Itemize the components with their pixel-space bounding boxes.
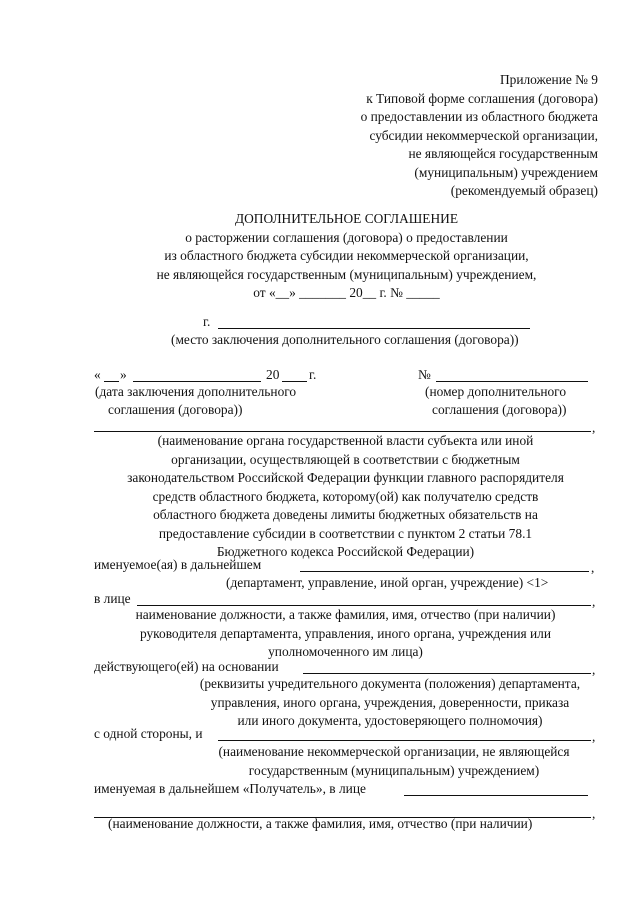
- number-field[interactable]: [436, 381, 588, 382]
- caption-line: Бюджетного кодекса Российской Федерации): [216, 544, 475, 559]
- title-line: не являющейся государственным (муниципальным) учреждением,: [156, 266, 537, 282]
- date-close-quote: »: [120, 367, 127, 382]
- annex-line: о предоставлении из областного бюджета: [360, 109, 598, 124]
- caption-line: наименование должности, а также фамилия, имя, отчество (при наличии): [135, 607, 556, 622]
- one-side-label: с одной стороны, и: [94, 726, 203, 741]
- comma: ,: [592, 662, 596, 677]
- date-open-quote: «: [94, 367, 101, 382]
- recipient-label: именуемая в дальнейшем «Получатель», в лице: [94, 781, 366, 796]
- place-field[interactable]: [218, 328, 530, 329]
- comma: ,: [592, 806, 596, 821]
- number-prefix: №: [418, 367, 431, 382]
- basis-label: действующего(ей) на основании: [94, 659, 279, 674]
- annex-line: (рекомендуемый образец): [450, 183, 598, 198]
- comma: ,: [592, 594, 596, 609]
- annex-line: субсидии некоммерческой организации,: [369, 127, 598, 143]
- caption-line: уполномоченного им лица): [268, 644, 423, 659]
- annex-line: (муниципальным) учреждением: [414, 164, 598, 180]
- annex-header: [361, 71, 598, 201]
- caption-line: средств областного бюджета, которому(ой) как получателю средств: [152, 488, 539, 504]
- annex-line: не являющейся государственным: [408, 146, 598, 161]
- comma: ,: [591, 560, 595, 575]
- caption-line: (наименование некоммерческой организации, не являющейся: [218, 744, 570, 759]
- hereinafter-caption: (департамент, управление, иной орган, учреждение) <1>: [226, 575, 549, 590]
- annex-line: к Типовой форме соглашения (договора): [366, 90, 598, 106]
- date-day-field[interactable]: [104, 381, 119, 382]
- date-year-field[interactable]: [282, 381, 307, 382]
- title-line: из областного бюджета субсидии некоммерческой организации,: [164, 248, 529, 263]
- nko-name-field[interactable]: [218, 740, 591, 741]
- place-caption: (место заключения дополнительного соглашения (договора)): [171, 332, 519, 347]
- date-caption: (дата заключения дополнительного: [95, 384, 297, 399]
- basis-field[interactable]: [303, 673, 591, 674]
- date-year-suffix: г.: [309, 367, 317, 382]
- number-caption: (номер дополнительного: [425, 384, 567, 399]
- caption-line: областного бюджета доведены лимиты бюджетных обязательств на: [153, 507, 538, 522]
- document-title: [95, 210, 598, 303]
- nko-caption: [170, 743, 618, 780]
- caption-line: управления, иного органа, учреждения, доверенности, приказа: [210, 694, 570, 710]
- title-line: от «__» _______ 20__ г. № _____: [253, 285, 440, 300]
- date-year-prefix: 20: [266, 367, 280, 382]
- last-caption: (наименование должности, а также фамилия, имя, отчество (при наличии): [108, 816, 533, 831]
- caption-line: организации, осуществляющей в соответствии с бюджетным: [171, 451, 520, 467]
- title-line: о расторжении соглашения (договора) о предоставлении: [185, 229, 508, 245]
- hereinafter-field[interactable]: [300, 571, 589, 572]
- caption-line: предоставление субсидии в соответствии с пунктом 2 статьи 78.1: [158, 525, 533, 541]
- place-prefix: г.: [203, 314, 211, 329]
- caption-line: законодательством Российской Федерации функции главного распорядителя: [127, 470, 564, 485]
- date-month-field[interactable]: [133, 381, 261, 382]
- caption-line: руководителя департамента, управления, иного органа, учреждения или: [139, 625, 552, 641]
- number-caption: соглашения (договора)): [432, 402, 567, 417]
- person-caption: [94, 606, 597, 662]
- comma: ,: [592, 729, 596, 744]
- caption-line: (наименование органа государственной власти субъекта или иной: [157, 433, 534, 448]
- caption-line: или иного документа, удостоверяющего полномочия): [237, 713, 543, 728]
- person-label: в лице: [94, 591, 131, 606]
- comma: ,: [592, 420, 596, 435]
- recipient-representative-field[interactable]: [404, 795, 588, 796]
- date-caption: соглашения (договора)): [108, 402, 243, 417]
- hereinafter-label: именуемое(ая) в дальнейшем: [94, 557, 262, 572]
- annex-line: Приложение № 9: [499, 72, 598, 87]
- caption-line: государственным (муниципальным) учреждением): [248, 762, 540, 778]
- title-heading: ДОПОЛНИТЕЛЬНОЕ СОГЛАШЕНИЕ: [234, 211, 459, 226]
- basis-caption: [140, 675, 640, 731]
- caption-line: (реквизиты учредительного документа (положения) департамента,: [199, 676, 581, 691]
- organ-caption: [94, 432, 597, 562]
